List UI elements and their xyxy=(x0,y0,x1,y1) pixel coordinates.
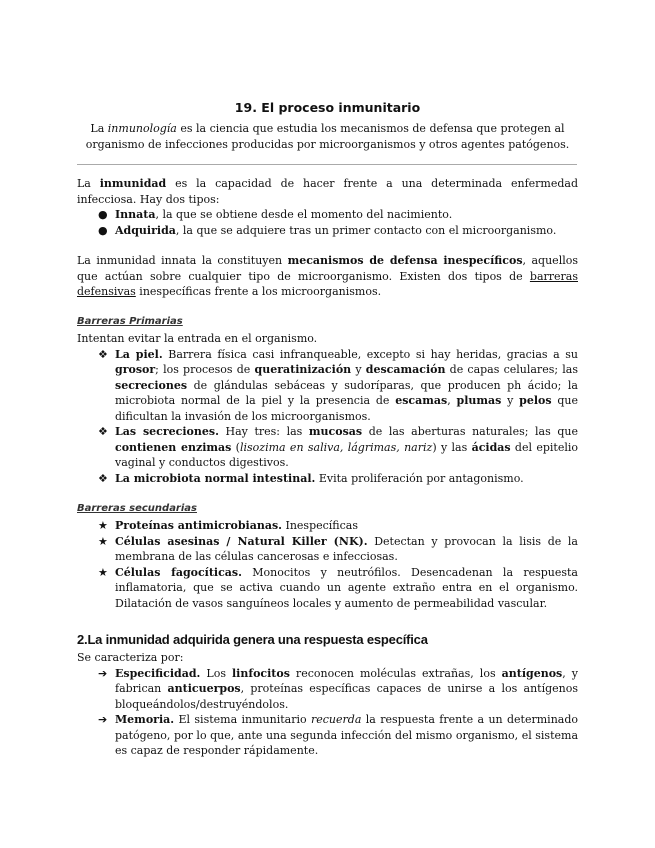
diamond-bullet-icon: ❖ xyxy=(98,425,108,438)
bullet-icon: ● xyxy=(98,208,108,221)
list-item: ★ Proteínas antimicrobianas. Inespecíficas xyxy=(98,519,359,532)
acquired-features-list xyxy=(77,666,578,759)
secondary-barriers-section xyxy=(77,518,578,611)
list-item: ● Innata, la que se obtiene desde el momento del nacimiento. xyxy=(98,208,453,221)
bullet-icon: ● xyxy=(98,223,108,237)
list-item: ❖ Las secreciones. Hay tres: las mucosas de las aberturas naturales; las que contienen enzimas (lisozima en saliva, lágrimas, nariz) y las ácidas del epitelio vaginal y conductos digestivos. xyxy=(98,425,579,469)
list-item: ★ Células asesinas / Natural Killer (NK). Detectan y provocan la lisis de la membrana de las células cancerosas e infecciosas. xyxy=(98,534,578,563)
primary-barriers-list xyxy=(77,347,578,487)
list-item: ➔ Memoria. El sistema inmunitario recuerda la respuesta frente a un determinado patógeno, por lo que, ante una segunda infección del mismo organismo, el sistema es capaz de responder rápidamente. xyxy=(98,713,579,757)
intro-paragraph: La inmunología es la ciencia que estudia los mecanismos de defensa que protegen al organismo de infecciones producidas por microorganismos y otros agentes patógenos. xyxy=(85,122,570,151)
page-title: 19. El proceso inmunitario xyxy=(234,100,421,115)
innate-paragraph: La inmunidad innata la constituyen mecanismos de defensa inespecíficos, aquellos que actúan sobre cualquier tipo de microorganismo. Existen dos tipos de barreras defensivas inespecíficas frente a los microorganismos. xyxy=(77,254,578,298)
star-bullet-icon: ★ xyxy=(98,565,108,579)
divider xyxy=(77,164,577,165)
primary-barriers-intro: Intentan evitar la entrada en el organismo. xyxy=(77,332,318,345)
diamond-bullet-icon: ❖ xyxy=(98,347,108,361)
list-item: ❖ La piel. Barrera física casi infranqueable, excepto si hay heridas, gracias a su grosor; los procesos de queratinización y descamación de capas celulares; las secreciones de glándulas sebáceas y sudoríparas, que producen ph ácido; la microbiota normal de la piel y la presencia de escamas, plumas y pelos que dificultan la invasión de los microorganismos. xyxy=(98,347,579,423)
diamond-bullet-icon: ❖ xyxy=(98,471,108,485)
primary-barriers-heading: Barreras Primarias xyxy=(77,316,183,327)
secondary-barriers-list xyxy=(77,518,578,611)
list-item: ● Adquirida, la que se adquiere tras un primer contacto con el microorganismo. xyxy=(98,223,557,237)
star-bullet-icon: ★ xyxy=(98,519,108,532)
acquired-immunity-heading: 2.La inmunidad adquirida genera una respuesta específica xyxy=(77,632,428,647)
immunity-types-list xyxy=(77,207,578,238)
acquired-intro: Se caracteriza por: xyxy=(77,651,184,664)
list-item: ❖ La microbiota normal intestinal. Evita proliferación por antagonismo. xyxy=(98,471,524,485)
list-item: ➔ Especificidad. Los linfocitos reconocen moléculas extrañas, los antígenos, y fabrican anticuerpos, proteínas específicas capaces de unirse a los antígenos bloqueándolos/destruyéndolos. xyxy=(98,666,579,711)
arrow-bullet-icon: ➔ xyxy=(98,713,108,726)
list-item: ★ Células fagocíticas. Monocitos y neutrófilos. Desencadenan la respuesta inflamatoria, que se activa cuando un agente extraño entra en el organismo. Dilatación de vasos sanguíneos locales y aumento de permeabilidad vascular. xyxy=(98,565,578,610)
acquired-immunity-section xyxy=(77,650,578,759)
arrow-bullet-icon: ➔ xyxy=(98,666,108,680)
immunity-definition: La inmunidad es la capacidad de hacer frente a una determinada enfermedad infecciosa. Hay dos tipos: xyxy=(77,177,578,206)
secondary-barriers-heading: Barreras secundarias xyxy=(77,503,197,514)
immunity-paragraph xyxy=(77,176,578,238)
star-bullet-icon: ★ xyxy=(98,534,108,548)
primary-barriers-section xyxy=(77,331,578,486)
